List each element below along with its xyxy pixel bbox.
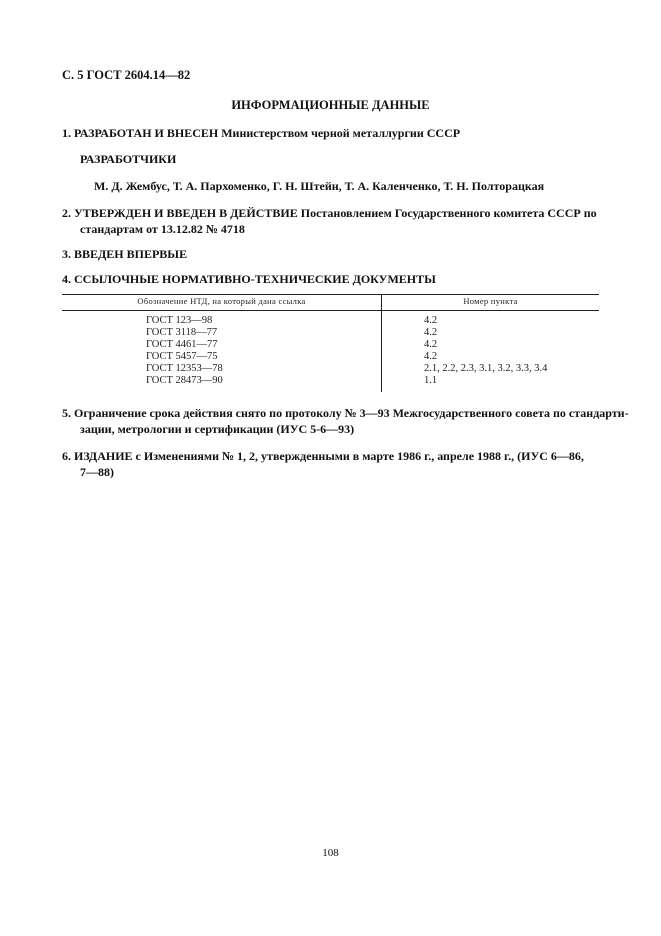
section-1-label: 1. РАЗРАБОТАН И ВНЕСЕН (62, 126, 219, 140)
table-cell-doc: ГОСТ 123—98 (146, 315, 213, 326)
section-2 (62, 205, 597, 221)
table-cell-doc: ГОСТ 5457—75 (146, 351, 218, 362)
table-header-document: Обозначение НТД, на который дана ссылка (137, 296, 306, 306)
table-cell-doc: ГОСТ 28473—90 (146, 375, 223, 386)
developers-label: РАЗРАБОТЧИКИ (80, 152, 177, 166)
table-cell-doc: ГОСТ 3118—77 (146, 327, 218, 338)
section-1-text: Министерством черной металлургии СССР (221, 126, 461, 140)
table-cell-clause: 4.2 (424, 327, 438, 338)
section-2-text: Постановлением Государственного комитета СССР по (300, 206, 597, 220)
table-cell-clause: 1.1 (424, 375, 438, 386)
table-column-divider (381, 294, 382, 392)
section-2-label: 2. УТВЕРЖДЕН И ВВЕДЕН В ДЕЙСТВИЕ (62, 206, 298, 220)
table-cell-doc: ГОСТ 4461—77 (146, 339, 218, 350)
section-title: ИНФОРМАЦИОННЫЕ ДАННЫЕ (231, 98, 430, 112)
section-6-line-2: 7—88) (80, 465, 114, 479)
section-1 (62, 125, 460, 141)
section-4: 4. ССЫЛОЧНЫЕ НОРМАТИВНО-ТЕХНИЧЕСКИЕ ДОКУМЕНТЫ (62, 272, 436, 286)
table-header-border (62, 310, 599, 311)
table-cell-clause: 2.1, 2.2, 2.3, 3.1, 3.2, 3.3, 3.4 (424, 363, 548, 374)
table-top-border (62, 294, 599, 295)
developers-list: М. Д. Жембус, Т. А. Пархоменко, Г. Н. Штейн, Т. А. Каленченко, Т. Н. Полторацкая (94, 179, 545, 193)
table-cell-clause: 4.2 (424, 315, 438, 326)
section-5-line-2: зации, метрологии и сертификации (ИУС 5-6—93) (80, 422, 355, 436)
table-header-clause: Номер пункта (463, 296, 518, 306)
section-5-line-1: 5. Ограничение срока действия снято по протоколу № 3—93 Межгосударственного совета по стандарти- (62, 406, 629, 420)
table-cell-clause: 4.2 (424, 339, 438, 350)
section-2-continuation: стандартам от 13.12.82 № 4718 (80, 222, 245, 236)
document-header: С. 5 ГОСТ 2604.14—82 (62, 68, 191, 82)
reference-table (62, 294, 599, 392)
section-6-line-1: 6. ИЗДАНИЕ с Изменениями № 1, 2, утвержденными в марте 1986 г., апреле 1988 г., (ИУС 6—86, (62, 449, 584, 463)
table-cell-clause: 4.2 (424, 351, 438, 362)
page-number: 108 (322, 847, 339, 859)
table-cell-doc: ГОСТ 12353—78 (146, 363, 223, 374)
section-3: 3. ВВЕДЕН ВПЕРВЫЕ (62, 247, 188, 261)
